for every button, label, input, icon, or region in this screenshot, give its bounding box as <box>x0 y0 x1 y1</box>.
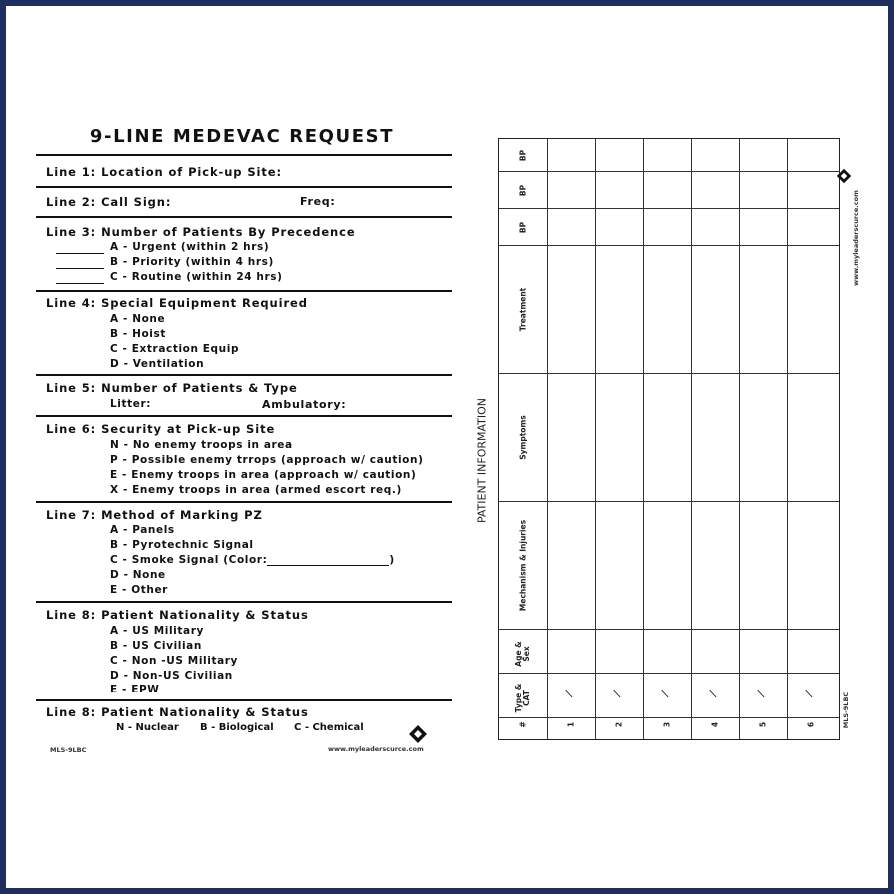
divider <box>36 501 452 503</box>
line7-label: Line 7: Method of Marking PZ <box>46 508 263 522</box>
line8a-option: C - Non -US Military <box>110 655 238 667</box>
row-label-bp: BP <box>518 184 528 197</box>
blank-line <box>56 253 104 254</box>
column-number: 6 <box>806 721 816 728</box>
divider <box>36 601 452 603</box>
line5-litter: Litter: <box>110 398 152 410</box>
column-number: 5 <box>758 721 768 728</box>
line7-option-smoke <box>110 554 395 566</box>
patient-info-card <box>468 124 878 764</box>
slash-mark: / <box>802 688 816 699</box>
column-number: 1 <box>566 721 576 728</box>
diamond-logo-icon <box>836 168 852 184</box>
line8a-option: B - US Civilian <box>110 640 202 652</box>
line2-label: Line 2: Call Sign: <box>46 195 172 209</box>
line8a-option: A - US Military <box>110 625 204 637</box>
divider <box>36 415 452 417</box>
line8b-label: Line 8: Patient Nationality & Status <box>46 705 309 719</box>
slash-mark: / <box>706 688 720 699</box>
form-code: MLS-9LBC <box>50 746 87 754</box>
blank-line <box>56 283 104 284</box>
col-divider <box>691 139 692 739</box>
line6-option: P - Possible enemy trrops (approach w/ caution) <box>110 454 424 466</box>
line4-option: C - Extraction Equip <box>110 343 240 355</box>
divider <box>36 186 452 188</box>
line4-label: Line 4: Special Equipment Required <box>46 296 308 310</box>
website: www.myleaderscurce.com <box>852 190 860 286</box>
slash-mark: / <box>562 688 576 699</box>
row-divider <box>499 245 839 246</box>
line7-option: E - Other <box>110 584 168 596</box>
line2-freq: Freq: <box>300 195 336 208</box>
divider <box>36 374 452 376</box>
blank-line <box>267 555 389 566</box>
row-label-bp: BP <box>518 221 528 234</box>
line3-option: A - Urgent (within 2 hrs) <box>110 241 270 253</box>
product-frame <box>6 6 888 888</box>
row-label-symptoms: Symptoms <box>518 415 528 460</box>
line4-option: D - Ventilation <box>110 358 205 370</box>
col-divider <box>787 139 788 739</box>
line8a-label: Line 8: Patient Nationality & Status <box>46 608 309 622</box>
col-divider <box>739 139 740 739</box>
divider <box>36 699 452 701</box>
line6-option: X - Enemy troops in area (armed escort req.) <box>110 484 402 496</box>
divider <box>36 290 452 292</box>
line8a-option: D - Non-US Civilian <box>110 670 233 682</box>
line7-option: C - Smoke Signal (Color: <box>110 554 268 566</box>
side-title: PATIENT INFORMATION <box>475 397 489 524</box>
smoke-close: ) <box>389 554 395 566</box>
row-divider <box>499 673 839 674</box>
col-divider <box>547 139 548 739</box>
row-divider <box>499 373 839 374</box>
blank-line <box>56 268 104 269</box>
line8b-option: B - Biological <box>200 722 274 733</box>
card-title: 9-LINE MEDEVAC REQUEST <box>89 126 395 147</box>
line6-option: N - No enemy troops in area <box>110 439 293 451</box>
row-label-treatment: Treatment <box>518 287 528 332</box>
line6-option: E - Enemy troops in area (approach w/ caution) <box>110 469 417 481</box>
slash-mark: / <box>754 688 768 699</box>
line8b-option: N - Nuclear <box>116 722 179 733</box>
line8a-option: E - EPW <box>110 684 160 692</box>
row-label-bp: BP <box>518 149 528 162</box>
line5-ambulatory: Ambulatory: <box>262 398 347 411</box>
column-number: 2 <box>614 721 624 728</box>
row-divider <box>499 208 839 209</box>
row-label-number: # <box>518 721 528 728</box>
line7-option: A - Panels <box>110 524 175 536</box>
col-divider <box>595 139 596 739</box>
row-label-mechanism: Mechanism & Injuries <box>518 519 528 612</box>
line3-option: C - Routine (within 24 hrs) <box>110 271 283 283</box>
row-divider <box>499 171 839 172</box>
line7-option: D - None <box>110 569 166 581</box>
form-code: MLS-9LBC <box>842 691 850 729</box>
clipped-option-wrap <box>110 684 230 692</box>
patient-table <box>498 138 840 740</box>
line5-label: Line 5: Number of Patients & Type <box>46 381 298 395</box>
row-divider <box>499 629 839 630</box>
line8b-option: C - Chemical <box>294 722 364 733</box>
line3-label: Line 3: Number of Patients By Precedence <box>46 225 356 239</box>
website: www.myleaderscurce.com <box>328 745 424 753</box>
divider <box>36 216 452 218</box>
row-divider <box>499 501 839 502</box>
row-label-type-cat: Type & CAT <box>514 683 531 713</box>
line7-option: B - Pyrotechnic Signal <box>110 539 254 551</box>
col-divider <box>643 139 644 739</box>
column-number: 4 <box>710 721 720 728</box>
divider <box>36 154 452 156</box>
line4-option: B - Hoist <box>110 328 166 340</box>
column-number: 3 <box>662 721 672 728</box>
row-label-age-sex: Age & Sex <box>514 641 531 667</box>
medevac-request-card <box>30 124 454 764</box>
diamond-logo-icon <box>408 724 428 744</box>
slash-mark: / <box>658 688 672 699</box>
line1-label: Line 1: Location of Pick-up Site: <box>46 165 282 179</box>
line4-option: A - None <box>110 313 166 325</box>
slash-mark: / <box>610 688 624 699</box>
line6-label: Line 6: Security at Pick-up Site <box>46 422 276 436</box>
line3-option: B - Priority (within 4 hrs) <box>110 256 274 268</box>
